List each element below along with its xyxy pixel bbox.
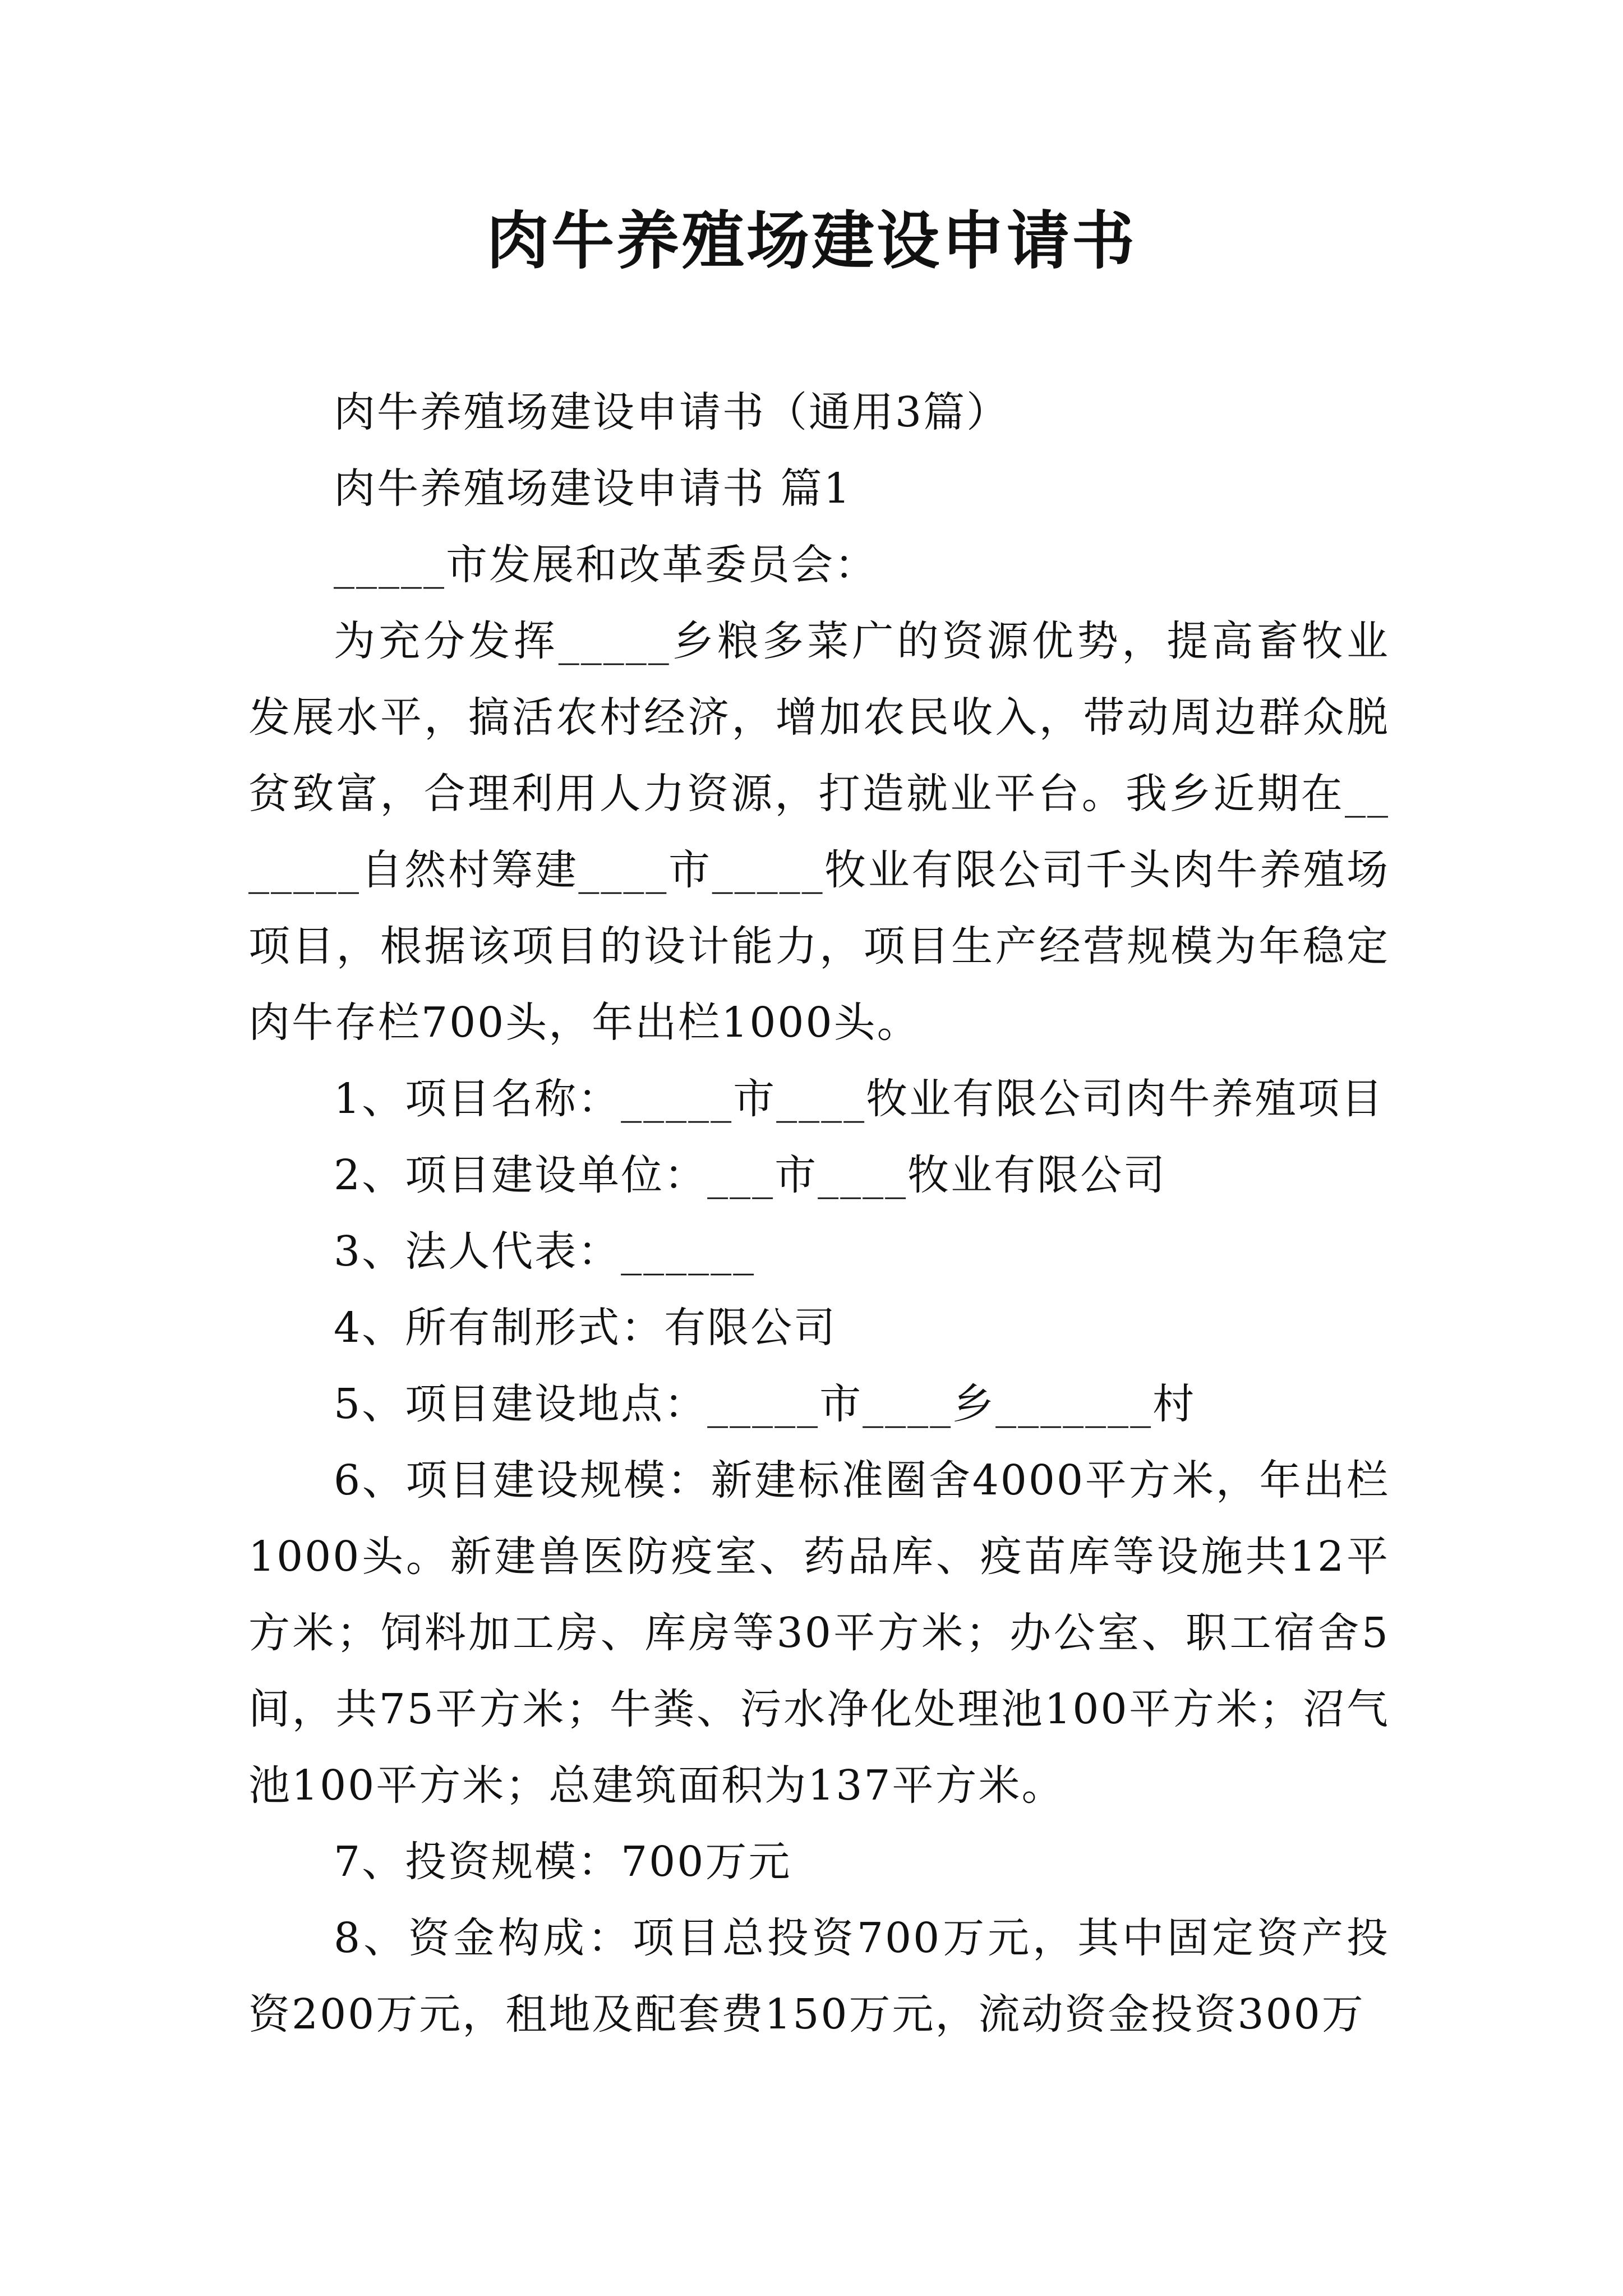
document-title: 肉牛养殖场建设申请书 — [486, 204, 1137, 278]
paragraph-item-8: 8、资金构成：项目总投资700万元，其中固定资产投资200万元，租地及配套费150万元，流动资金投资300万 — [248, 1914, 1390, 2039]
paragraph-item-7: 7、投资规模：700万元 — [334, 1838, 792, 1886]
document-body — [248, 374, 1390, 2053]
paragraph-section-heading: 肉牛养殖场建设申请书 篇1 — [334, 464, 852, 513]
paragraph-salutation: _____市发展和改革委员会： — [334, 541, 878, 589]
paragraph-item-2: 2、项目建设单位：___市____牧业有限公司 — [334, 1151, 1167, 1199]
paragraph-item-3: 3、法人代表：______ — [334, 1227, 756, 1276]
paragraph-item-1: 1、项目名称：_____市____牧业有限公司肉牛养殖项目 — [334, 1075, 1385, 1123]
paragraph-item-5: 5、项目建设地点：_____市____乡_______村 — [334, 1380, 1196, 1428]
paragraph-intro: 为充分发挥_____乡粮多菜广的资源优势，提高畜牧业发展水平，搞活农村经济，增加农民收入，带动周边群众脱贫致富，合理利用人力资源，打造就业平台。我乡近期在_______自然村筹建____市_____牧业有限公司千头肉牛养殖场项目，根据该项目的设计能力，项目生产经营规模为年稳定肉牛存栏700头，年出栏1000头。 — [248, 617, 1390, 1047]
paragraph-item-4: 4、所有制形式：有限公司 — [334, 1304, 837, 1352]
paragraph-subtitle: 肉牛养殖场建设申请书（通用3篇） — [334, 388, 1010, 436]
paragraph-item-6: 6、项目建设规模：新建标准圈舍4000平方米，年出栏1000头。新建兽医防疫室、药品库、疫苗库等设施共12平方米；饲料加工房、库房等30平方米；办公室、职工宿舍5间，共75平方米；牛粪、污水净化处理池100平方米；沼气池100平方米；总建筑面积为137平方米。 — [248, 1456, 1390, 1810]
